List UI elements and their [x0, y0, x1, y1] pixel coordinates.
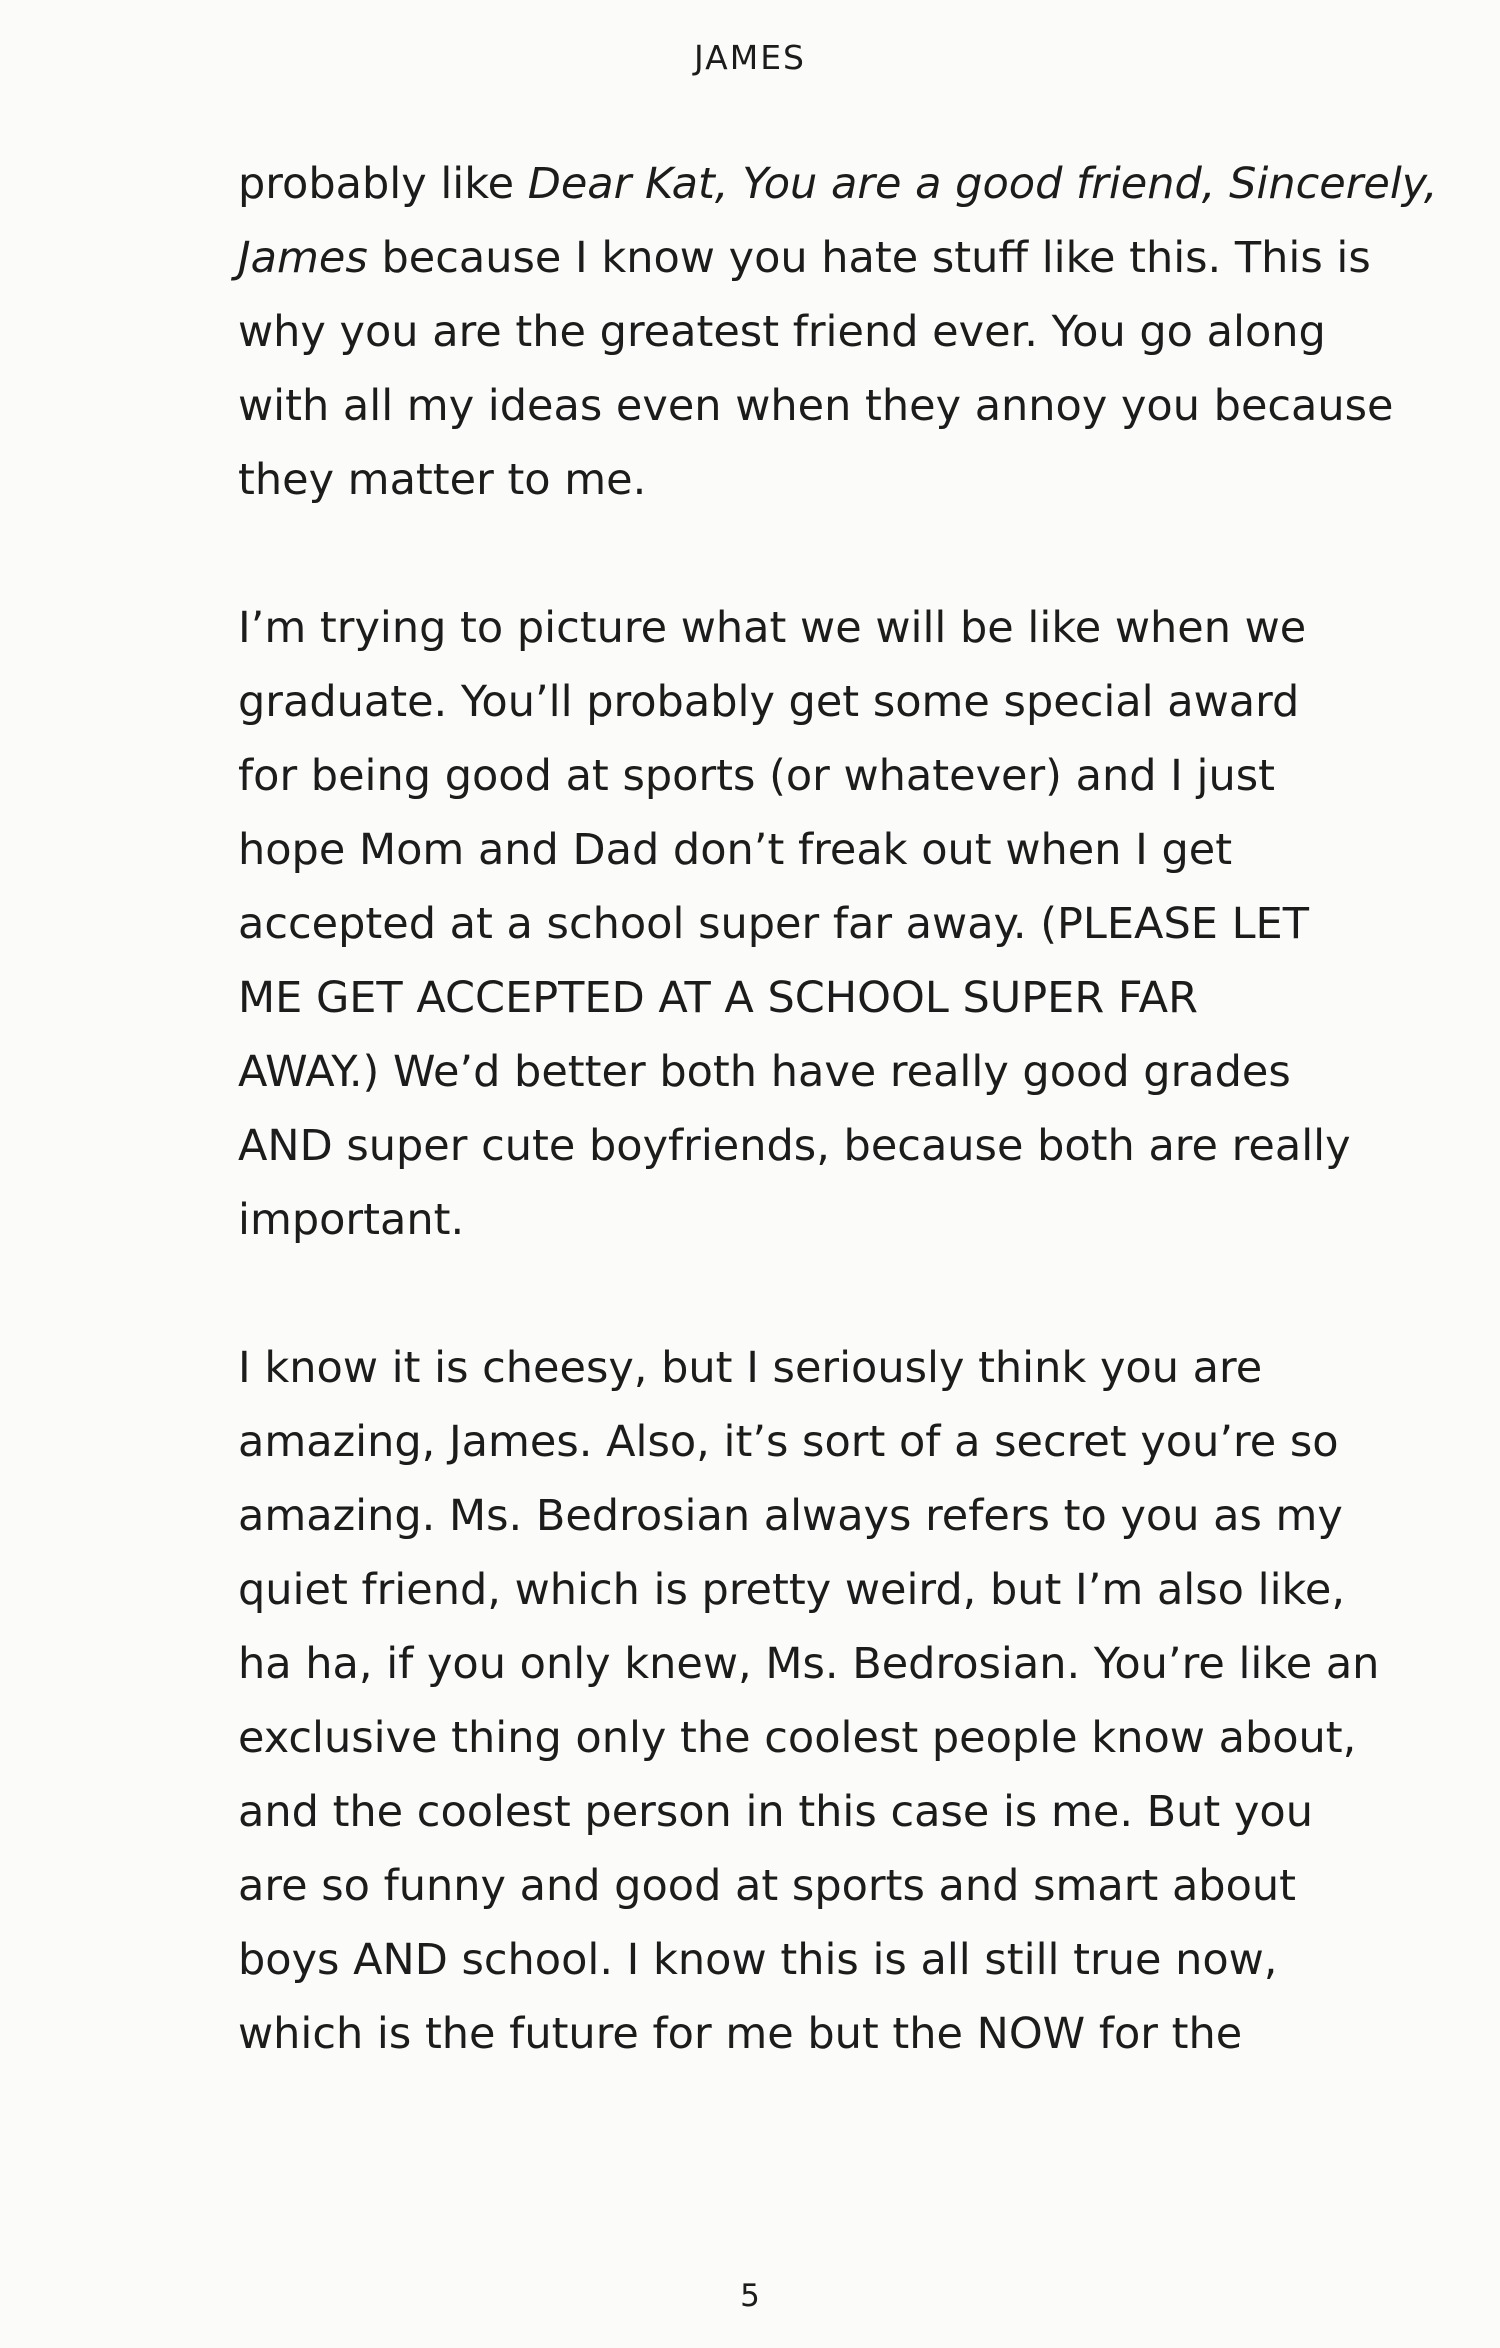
paragraph: [238, 591, 1351, 1257]
text-line: [238, 1923, 1318, 1997]
text-segment: why you are the greatest friend ever. You go along: [238, 307, 1326, 357]
paragraph: [238, 147, 1438, 517]
text-line: [238, 1109, 1351, 1183]
text-segment: are so funny and good at sports and smart about: [238, 1861, 1297, 1911]
paragraph: [238, 1331, 1380, 2071]
text-line: [238, 1997, 1318, 2071]
text-line: [238, 739, 1318, 813]
text-segment: boys AND school. I know this is all still true now,: [238, 1935, 1278, 1985]
text-line: [238, 147, 1438, 221]
text-segment: for being good at sports (or whatever) and I just: [238, 751, 1275, 801]
text-line: [238, 1479, 1343, 1553]
text-segment: probably like: [238, 159, 528, 209]
text-line: [238, 1849, 1318, 1923]
text-line: [238, 1405, 1339, 1479]
text-segment: AWAY.) We’d better both have really good grades: [238, 1047, 1291, 1097]
text-segment: which is the future for me but the NOW for the: [238, 2009, 1243, 2059]
text-segment: quiet friend, which is pretty weird, but I’m also like,: [238, 1565, 1346, 1615]
text-segment: exclusive thing only the coolest people know about,: [238, 1713, 1357, 1763]
italic-text-segment: James: [238, 233, 368, 283]
text-segment: and the coolest person in this case is me. But you: [238, 1787, 1313, 1837]
text-segment: accepted at a school super far away. (PLEASE LET: [238, 899, 1309, 949]
text-line: [238, 665, 1318, 739]
running-head: JAMES: [694, 38, 806, 77]
text-segment: ME GET ACCEPTED AT A SCHOOL SUPER FAR: [238, 973, 1198, 1023]
text-line: [238, 591, 1318, 665]
text-line: [238, 443, 1318, 517]
text-segment: I’m trying to picture what we will be like when we: [238, 603, 1307, 653]
text-segment: ha ha, if you only knew, Ms. Bedrosian. You’re like an: [238, 1639, 1380, 1689]
text-segment: amazing, James. Also, it’s sort of a secret you’re so: [238, 1417, 1339, 1467]
italic-text-segment: Dear Kat, You are a good friend, Sincerely,: [527, 159, 1438, 209]
text-line: [238, 1775, 1318, 1849]
text-line: [238, 295, 1326, 369]
body-text: [238, 147, 1438, 2145]
page-number: 5: [740, 2278, 760, 2314]
text-line: [238, 813, 1318, 887]
text-segment: I know it is cheesy, but I seriously think you are: [238, 1343, 1263, 1393]
text-segment: AND super cute boyfriends, because both are really: [238, 1121, 1351, 1171]
text-segment: important.: [238, 1195, 465, 1245]
text-line: [238, 887, 1318, 961]
text-segment: graduate. You’ll probably get some special award: [238, 677, 1300, 727]
text-segment: they matter to me.: [238, 455, 647, 505]
text-line: [238, 1553, 1346, 1627]
text-line: [238, 961, 1318, 1035]
text-segment: because I know you hate stuff like this. This is: [367, 233, 1371, 283]
text-line: [238, 1701, 1357, 1775]
text-line: [238, 1331, 1318, 1405]
text-line: [238, 1627, 1380, 1701]
text-segment: hope Mom and Dad don’t freak out when I get: [238, 825, 1233, 875]
text-line: [238, 1183, 1318, 1257]
text-line: [238, 1035, 1318, 1109]
text-line: [238, 221, 1371, 295]
text-segment: with all my ideas even when they annoy you because: [238, 381, 1394, 431]
text-line: [238, 369, 1394, 443]
text-segment: amazing. Ms. Bedrosian always refers to you as my: [238, 1491, 1343, 1541]
